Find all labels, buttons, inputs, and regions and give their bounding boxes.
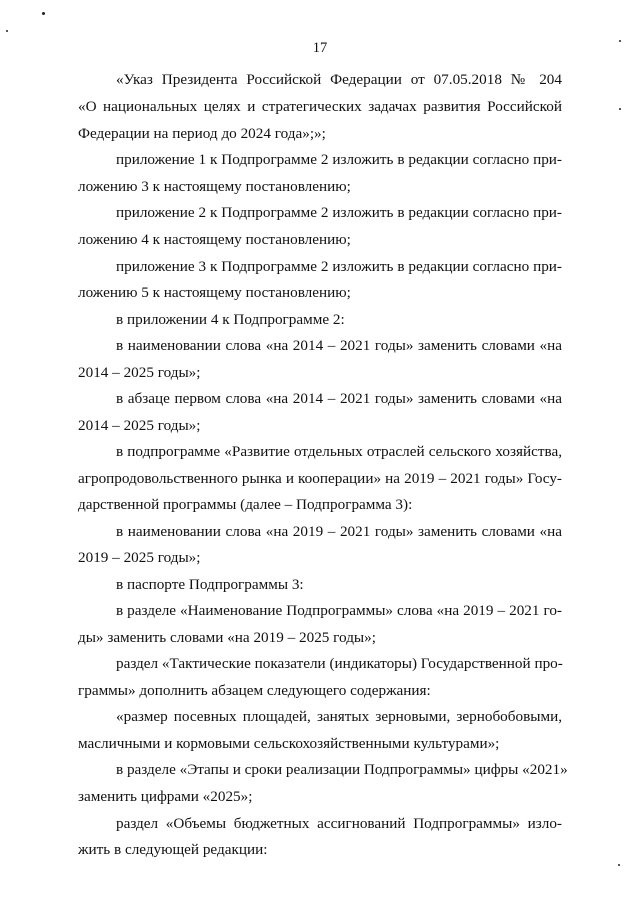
text-line: Федерации на период до 2024 года»;»; [78,125,326,142]
text-line: в наименовании слова «на 2014 – 2021 годы» заменить словами «на [116,337,562,354]
scan-speck [6,30,8,32]
scan-speck [619,108,621,110]
text-line: ложению 3 к настоящему постановлению; [78,178,351,195]
text-line: заменить цифрами «2025»; [78,788,253,805]
text-line: ды» заменить словами «на 2019 – 2025 годы»; [78,629,376,646]
text-line: раздел «Тактические показатели (индикаторы) Государственной про- [116,655,563,672]
text-line: в подпрограмме «Развитие отдельных отраслей сельского хозяйства, [116,443,562,460]
text-line: приложение 1 к Подпрограмме 2 изложить в редакции согласно при- [116,151,562,168]
text-line: ложению 4 к настоящему постановлению; [78,231,351,248]
text-line: приложение 2 к Подпрограмме 2 изложить в редакции согласно при- [116,204,562,221]
text-line: «О национальных целях и стратегических задачах развития Российской [78,98,562,115]
text-line: дарственной программы (далее – Подпрограмма 3): [78,496,413,513]
text-line: масличными и кормовыми сельскохозяйственными культурами»; [78,735,500,752]
text-line: граммы» дополнить абзацем следующего содержания: [78,682,431,699]
text-line: в абзаце первом слова «на 2014 – 2021 годы» заменить словами «на [116,390,562,407]
page-number: 17 [312,40,328,56]
text-line: в разделе «Наименование Подпрограммы» слова «на 2019 – 2021 го- [116,602,562,619]
text-line: агропродовольственного рынка и кооперации» на 2019 – 2021 годы» Госу- [78,470,562,487]
text-line: 2014 – 2025 годы»; [78,417,201,434]
scan-speck [618,864,620,866]
text-line: в разделе «Этапы и сроки реализации Подпрограммы» цифры «2021» [116,761,568,778]
text-line: 2014 – 2025 годы»; [78,364,201,381]
text-line: ложению 5 к настоящему постановлению; [78,284,351,301]
text-line: в паспорте Подпрограммы 3: [116,576,304,593]
text-line: в приложении 4 к Подпрограмме 2: [116,311,345,328]
text-line: «Указ Президента Российской Федерации от 07.05.2018 № 204 [116,71,562,88]
text-line: раздел «Объемы бюджетных ассигнований Подпрограммы» изло- [116,815,562,832]
text-line: приложение 3 к Подпрограмме 2 изложить в редакции согласно при- [116,258,562,275]
text-line: «размер посевных площадей, занятых зерновыми, зернобобовыми, [116,708,562,725]
scan-speck [42,12,45,15]
text-line: жить в следующей редакции: [78,841,268,858]
text-line: 2019 – 2025 годы»; [78,549,201,566]
text-line: в наименовании слова «на 2019 – 2021 годы» заменить словами «на [116,523,562,540]
